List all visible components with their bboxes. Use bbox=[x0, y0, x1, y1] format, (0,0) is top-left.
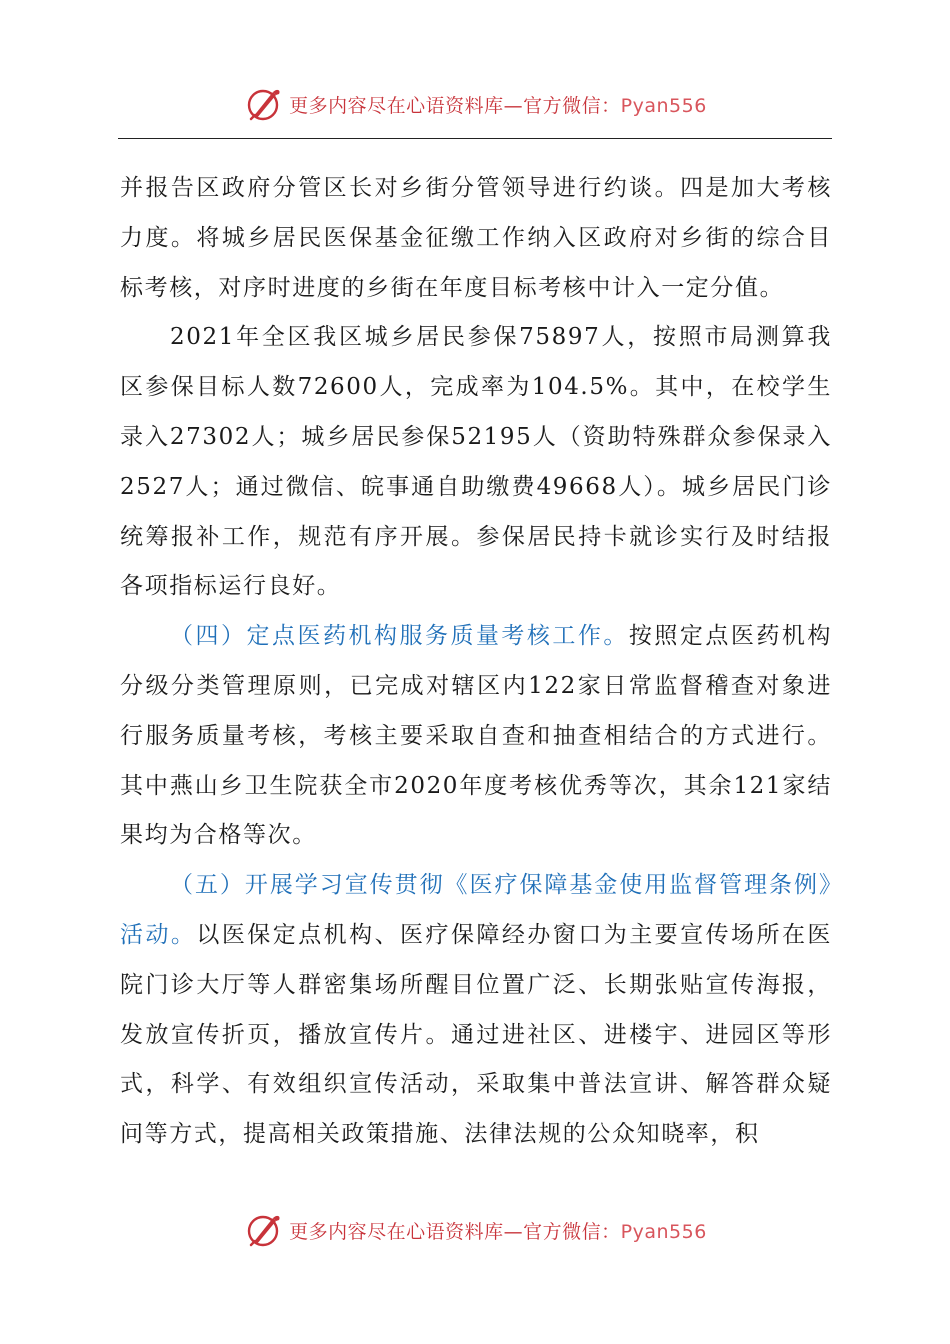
section-heading-5: （五）开展学习宣传贯彻《医疗保障基金使用监督管理条例》活动。 bbox=[120, 872, 832, 948]
banner-text: 更多内容尽在心语资料库—官方微信：Pyan556 bbox=[289, 94, 707, 117]
paragraph-enrollment-stats: 2021年全区我区城乡居民参保75897人，按照市局测算我区参保目标人数72600人，完成率为104.5%。其中，在校学生录入27302人；城乡居民参保52195人（资助特殊群众参保录入2527人；通过微信、皖事通自助缴费49668人）。城乡居民门诊统筹报补工作，规范有序开展。参保居民持卡就诊实行及时结报各项指标运行良好。 bbox=[120, 324, 832, 600]
section-body-4: 按照定点医药机构分级分类管理原则，已完成对辖区内122家日常监督稽查对象进行服务质量考核，考核主要采取自查和抽查相结合的方式进行。其中燕山乡卫生院获全市2020年度考核优秀等次，其余121家结果均为合格等次。 bbox=[120, 623, 832, 849]
header-divider bbox=[118, 138, 832, 139]
wechat-id: Pyan556 bbox=[620, 1220, 707, 1243]
paragraph-quality-assessment bbox=[120, 612, 832, 861]
banner-text: 更多内容尽在心语资料库—官方微信：Pyan556 bbox=[289, 1220, 707, 1243]
quill-pen-logo-icon bbox=[243, 84, 283, 124]
quill-pen-logo-icon bbox=[243, 1210, 283, 1250]
wechat-id: Pyan556 bbox=[620, 94, 707, 117]
section-heading-4: （四）定点医药机构服务质量考核工作。 bbox=[170, 623, 629, 650]
header-watermark-banner bbox=[0, 84, 950, 124]
section-body-5: 以医保定点机构、医疗保障经办窗口为主要宣传场所在医院门诊大厅等人群密集场所醒目位置广泛、长期张贴宣传海报，发放宣传折页，播放宣传片。通过进社区、进楼宇、进园区等形式，科学、有效组织宣传活动，采取集中普法宣讲、解答群众疑问等方式，提高相关政策措施、法律法规的公众知晓率，积 bbox=[120, 921, 833, 1148]
paragraph-publicity bbox=[120, 861, 832, 1160]
paragraph-assessment: 并报告区政府分管区长对乡街分管领导进行约谈。四是加大考核力度。将城乡居民医保基金征缴工作纳入区政府对乡街的综合目标考核，对序时进度的乡街在年度目标考核中计入一定分值。 bbox=[120, 175, 832, 301]
document-body bbox=[120, 164, 832, 1160]
footer-watermark-banner bbox=[0, 1210, 950, 1250]
